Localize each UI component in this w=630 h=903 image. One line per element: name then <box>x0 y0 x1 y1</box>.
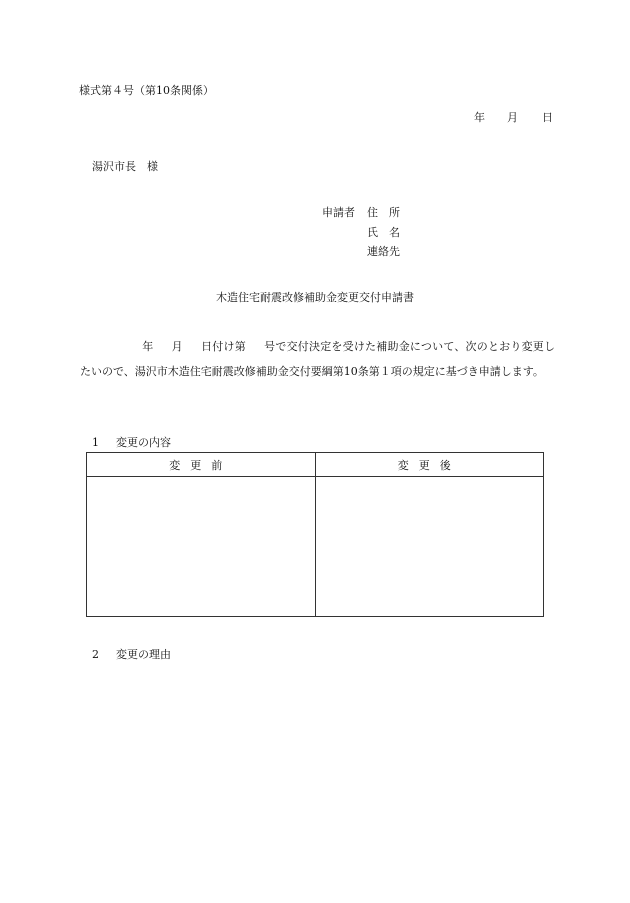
contact-label: 連絡先 <box>367 245 400 258</box>
applicant-role: 申請者 <box>322 206 355 219</box>
form-number: 様式第４号（第10条関係） <box>79 84 214 97</box>
body-paragraph <box>80 334 555 384</box>
after-header: 変更後 <box>315 453 544 477</box>
applicant-name-row <box>322 223 400 243</box>
body-dated-no: 日付け第 <box>200 340 246 353</box>
section-2-number: 2 <box>92 648 99 661</box>
date-line <box>474 109 553 125</box>
date-year: 年 <box>474 111 485 124</box>
body-text: 号で交付決定を受けた補助金について、次のとおり変更したいので、湯沢市木造住宅耐震改修補助金交付要綱第10条第１項の規定に基づき申請します。 <box>80 340 556 378</box>
body-month: 月 <box>171 340 183 353</box>
date-month: 月 <box>507 111 518 124</box>
before-cell[interactable] <box>87 477 316 617</box>
section-1-title: 変更の内容 <box>116 436 171 449</box>
change-table-body-row <box>87 477 544 617</box>
applicant-address-row <box>322 203 400 223</box>
section-2-heading <box>92 646 171 662</box>
applicant-contact-row <box>322 242 400 262</box>
address-label: 住 所 <box>367 206 400 219</box>
section-1-number: 1 <box>92 436 99 449</box>
date-day: 日 <box>542 111 553 124</box>
section-2-title: 変更の理由 <box>116 648 171 661</box>
change-table <box>86 452 544 617</box>
change-table-header-row <box>87 453 544 477</box>
document-title: 木造住宅耐震改修補助金変更交付申請書 <box>216 291 414 304</box>
section-1-heading <box>92 434 171 450</box>
before-header: 変更前 <box>87 453 316 477</box>
addressee: 湯沢市長 様 <box>92 160 158 173</box>
name-label: 氏 名 <box>367 225 400 239</box>
after-cell[interactable] <box>315 477 544 617</box>
applicant-block <box>322 203 400 262</box>
body-year: 年 <box>142 340 154 353</box>
